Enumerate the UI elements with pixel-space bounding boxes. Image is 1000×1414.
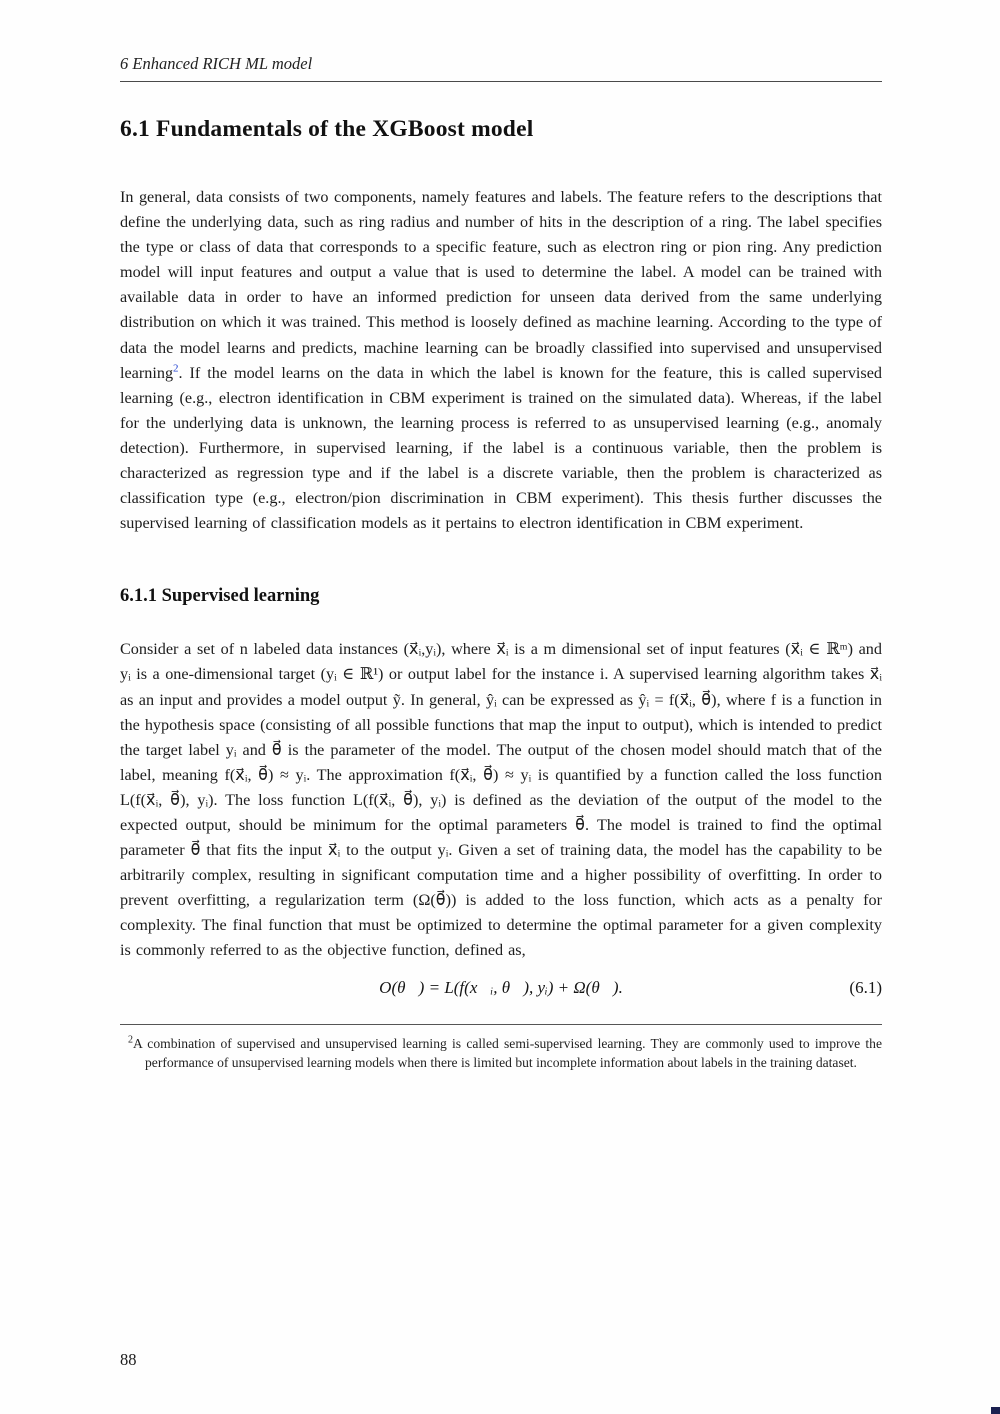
paragraph-intro <box>120 185 882 536</box>
footnote <box>120 1034 882 1073</box>
page-content <box>120 0 882 1086</box>
equation-block <box>120 978 882 1008</box>
footnote-reference-link[interactable]: 2 <box>173 362 179 375</box>
paragraph-supervised-learning: Consider a set of n labeled data instances (x⃗ᵢ,yᵢ), where x⃗ᵢ is a m dimensional set of input features (x⃗ᵢ ∈ ℝᵐ) and yᵢ is a one-dimensional target (yᵢ ∈ ℝ¹) or output label for the instance i. A supervised learning algorithm takes x⃗ᵢ as an input and provides a model output ỹ. In general, ŷᵢ can be expressed as ŷᵢ = f(x⃗ᵢ, θ⃗), where f is a function in the hypothesis space (consisting of all possible functions that map the input to output), which is intended to predict the target label yᵢ and θ⃗ is the parameter of the model. The output of the chosen model should match that of the label, meaning f(x⃗ᵢ, θ⃗) ≈ yᵢ. The approximation f(x⃗ᵢ, θ⃗) ≈ yᵢ is quantified by a function called the loss function L(f(x⃗ᵢ, θ⃗), yᵢ). The loss function L(f(x⃗ᵢ, θ⃗), yᵢ) is defined as the deviation of the output of the model to the expected output, should be minimum for the optimal parameters θ⃗. The model is trained to find the optimal parameter θ⃗ that fits the input x⃗ᵢ to the output yᵢ. Given a set of training data, the model has the capability to be arbitrarily complex, resulting in significant computation time and a higher possibility of overfitting. In order to prevent overfitting, a regularization term (Ω(θ⃗)) is added to the loss function, which acts as a penalty for complexity. The final function that must be optimized to determine the optimal parameter for a given complexity is commonly referred to as the objective function, defined as, <box>120 640 882 960</box>
corner-artifact <box>991 1407 1000 1414</box>
footnote-marker: 2 <box>128 1034 133 1045</box>
subsection-title: 6.1.1 Supervised learning <box>120 586 320 607</box>
page-number: 88 <box>120 1350 137 1369</box>
paragraph-intro-text-after: . If the model learns on the data in which the label is known for the feature, this is called supervised learning (e.g., electron identification in CBM experiment is trained on the simulated data). Whereas, if the label for the underlying data is unknown, the learning process is referred to as unsupervised learning (e.g., anomaly detection). Furthermore, in supervised learning, if the label is a continuous variable, then the problem is characterized as regression type and if the label is a discrete variable, then the problem is characterized as classification type (e.g., electron/pion discrimination in CBM experiment). This thesis further discusses the supervised learning of classification models as it pertains to electron identification in CBM experiment. <box>120 363 882 533</box>
running-header: 6 Enhanced RICH ML model <box>120 54 882 82</box>
footnote-rule <box>120 1024 882 1025</box>
paragraph-intro-text-before: In general, data consists of two components, namely features and labels. The feature refers to the descriptions that define the underlying data, such as ring radius and number of hits in the description of a ring. The label specifies the type or class of data that corresponds to a specific feature, such as electron ring or pion ring. Any prediction model will input features and output a value that is used to determine the label. A model can be trained with available data in order to have an informed prediction for unseen data derived from the same underlying distribution on which it was trained. This method is loosely defined as machine learning. According to the type of data the model learns and predicts, machine learning can be broadly classified into supervised and unsupervised learning <box>120 188 882 382</box>
section-title: 6.1 Fundamentals of the XGBoost model <box>120 116 534 142</box>
equation-body: O(θ⃗) = L(f(x⃗ᵢ, θ⃗), yᵢ) + Ω(θ⃗). <box>379 977 623 997</box>
equation-number: (6.1) <box>849 977 882 997</box>
footnote-text: A combination of supervised and unsupervised learning is called semi-supervised learning. They are commonly used to improve the performance of unsupervised learning models when there is limited but incomplete information about labels in the training dataset. <box>133 1035 882 1070</box>
